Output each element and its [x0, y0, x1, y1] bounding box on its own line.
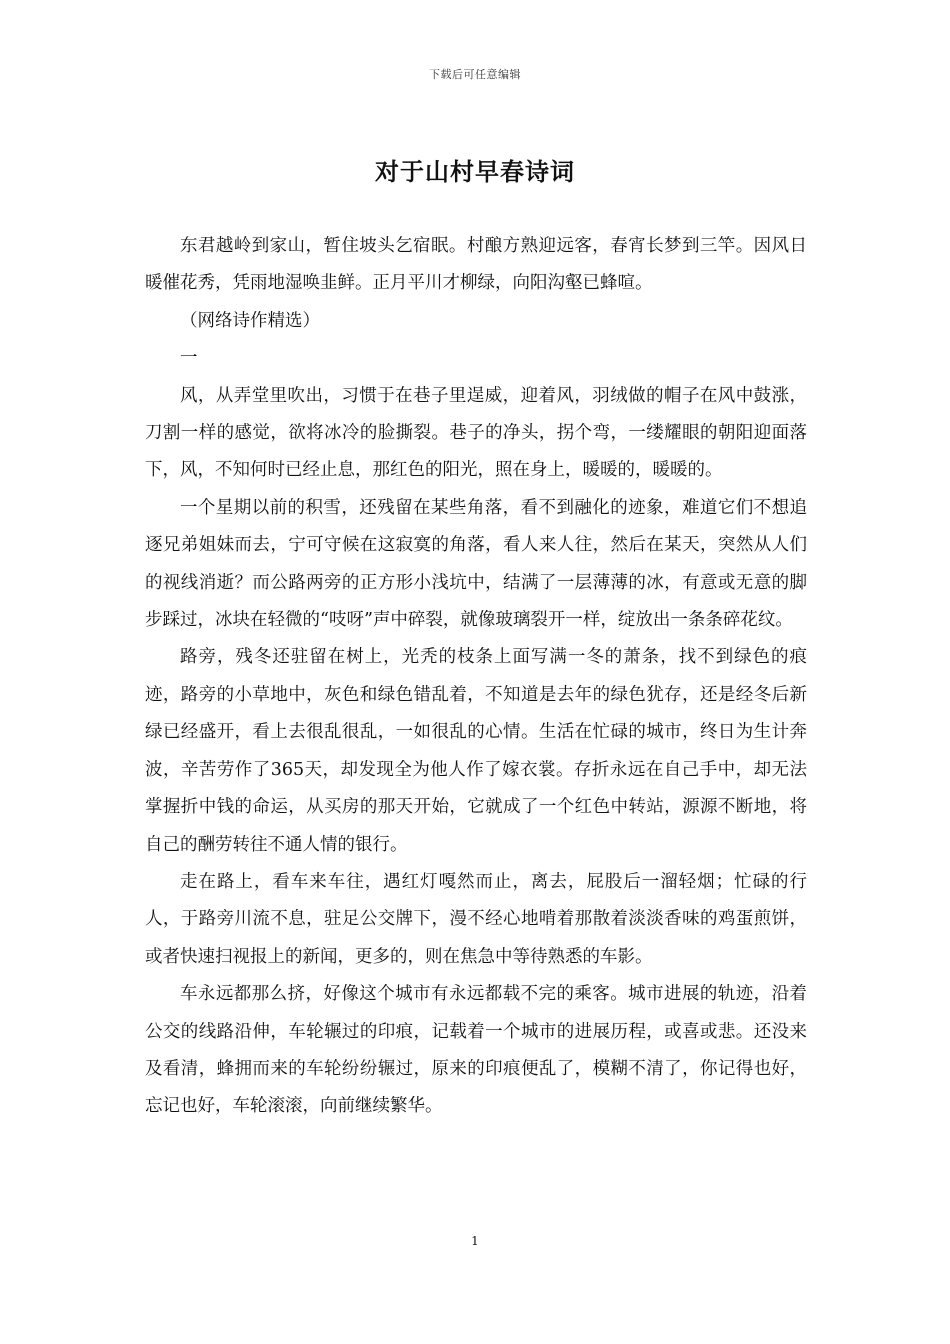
document-title: 对于山村早春诗词 [375, 157, 575, 186]
page-number: 1 [471, 1234, 479, 1248]
paragraph: 路旁，残冬还驻留在树上，光秃的枝条上面写满一冬的萧条，找不到绿色的痕迹，路旁的小草地中，灰色和绿色错乱着，不知道是去年的绿色犹存，还是经冬后新绿已经盛开，看上去很乱很乱，一如很乱的心情。生活在忙碌的城市，终日为生计奔波，辛苦劳作了365天，却发现全为他人作了嫁衣裳。存折永远在自己手中，却无法掌握折中钱的命运，从买房的那天开始，它就成了一个红色中转站，源源不断地，将自己的酬劳转往不通人情的银行。 [145, 647, 807, 855]
paragraph: 一个星期以前的积雪，还残留在某些角落，看不到融化的迹象，难道它们不想追逐兄弟姐妹而去，宁可守候在这寂寞的角落，看人来人往，然后在某天，突然从人们的视线消逝？而公路两旁的正方形小浅坑中，结满了一层薄薄的冰，有意或无意的脚步踩过，冰块在轻微的“吱呀”声中碎裂，就像玻璃裂开一样，绽放出一条条碎花纹。 [145, 497, 807, 631]
paragraph: 车永远都那么挤，好像这个城市有永远都载不完的乘客。城市进展的轨迹，沿着公交的线路沿伸，车轮辗过的印痕，记载着一个城市的进展历程，或喜或悲。还没来及看清，蜂拥而来的车轮纷纷辗过，原来的印痕便乱了，模糊不清了，你记得也好，忘记也好，车轮滚滚，向前继续繁华。 [145, 984, 807, 1117]
header-note: 下载后可任意编辑 [429, 68, 521, 81]
paragraph-poem: 东君越岭到家山，暂住坡头乞宿眠。村酿方熟迎远客，春宵长梦到三竿。因风日暖催花秀，凭雨地湿唤韭鲜。正月平川才柳绿，向阳沟壑已蜂喧。 [145, 236, 807, 294]
paragraph-source-note: （网络诗作精选） [180, 310, 320, 331]
document-body [145, 228, 807, 1126]
paragraph: 走在路上，看车来车往，遇红灯嘎然而止，离去，屁股后一溜轻烟；忙碌的行人，于路旁川流不息，驻足公交牌下，漫不经心地啃着那散着淡淡香味的鸡蛋煎饼，或者快速扫视报上的新闻，更多的，则在焦急中等待熟悉的车影。 [145, 871, 807, 967]
paragraph: 风，从弄堂里吹出，习惯于在巷子里逞威，迎着风，羽绒做的帽子在风中鼓涨，刀割一样的感觉，欲将冰冷的脸撕裂。巷子的净头，拐个弯，一缕耀眼的朝阳迎面落下，风，不知何时已经止息，那红色的阳光，照在身上，暖暖的，暖暖的。 [145, 385, 807, 481]
section-number: 一 [180, 348, 198, 369]
